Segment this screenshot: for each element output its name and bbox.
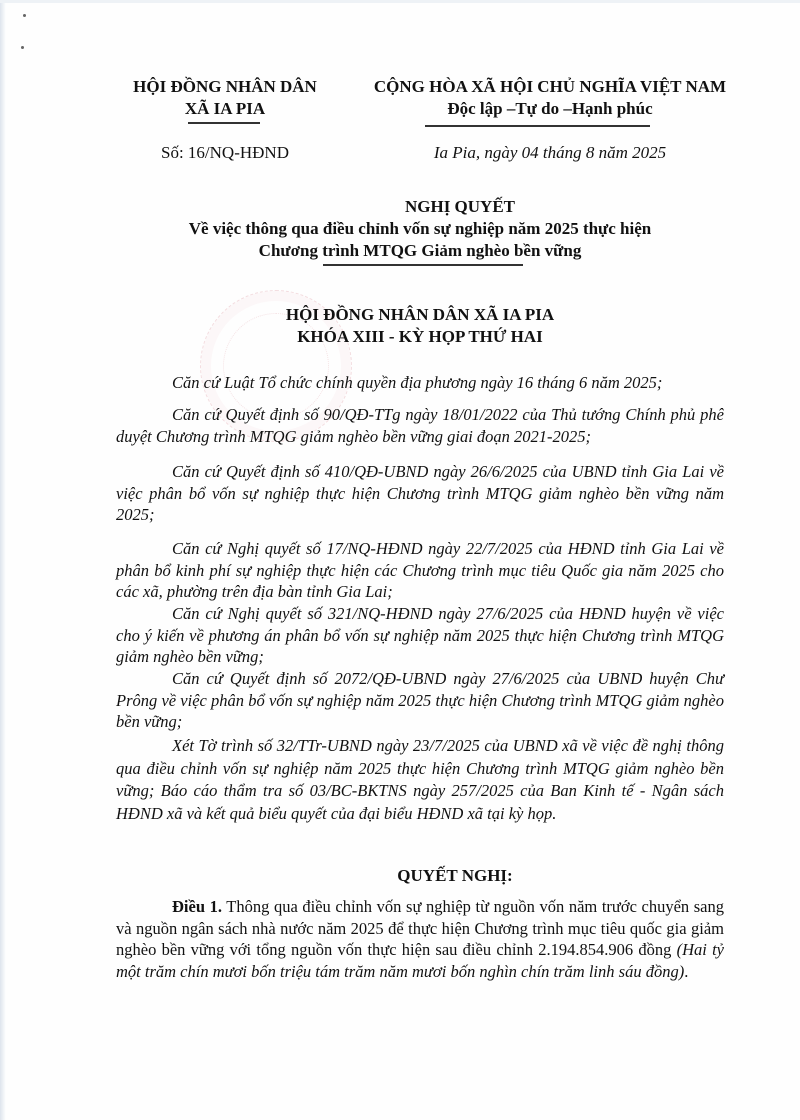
article-1-label: Điều 1. <box>172 897 222 916</box>
authority-line-2: XÃ IA PIA <box>184 99 266 118</box>
subject-line-2: Chương trình MTQG Giảm nghèo bền vững <box>258 241 582 260</box>
scan-speck <box>21 46 24 49</box>
authority-line-1: HỘI ĐỒNG NHÂN DÂN <box>133 77 317 96</box>
scan-speck <box>23 14 26 17</box>
article-1-text: Thông qua điều chỉnh vốn sự nghiệp từ nguồn vốn năm trước chuyển sang và nguồn ngân sách nhà nước năm 2025 để thực hiện Chương trình mục tiêu quốc gia giảm nghèo bền vững với tổng nguồn vốn thực hiện sau điều chỉnh 2.194.854.906 đồng <box>116 897 725 960</box>
legal-basis-item <box>116 735 724 825</box>
legal-basis-text: Căn cứ Nghị quyết số 17/NQ-HĐND ngày 22/7/2025 của HĐND tỉnh Gia Lai về phân bổ kinh phí sự nghiệp thực hiện các Chương trình mục tiêu Quốc gia năm 2025 cho các xã, phường trên địa bàn tỉnh Gia Lai; <box>116 539 724 601</box>
legal-basis-item <box>116 404 724 447</box>
legal-basis-text: Căn cứ Quyết định số 2072/QĐ-UBND ngày 27/6/2025 của UBND huyện Chư Prông về việc phân bổ vốn sự nghiệp năm 2025 thực hiện Chương trình MTQG giảm nghèo bền vững; <box>116 669 724 731</box>
national-motto: Độc lập –Tự do –Hạnh phúc <box>447 99 653 118</box>
council-name: HỘI ĐỒNG NHÂN DÂN XÃ IA PIA <box>285 305 555 324</box>
scan-edge <box>0 0 6 1120</box>
authority-underline <box>188 122 260 124</box>
council-block <box>100 304 740 348</box>
legal-basis-text: Căn cứ Quyết định số 410/QĐ-UBND ngày 26/6/2025 của UBND tỉnh Gia Lai về việc phân bổ vốn sự nghiệp thực hiện Chương trình MTQG giảm nghèo bền vững năm 2025; <box>116 462 724 524</box>
article-1 <box>116 896 724 983</box>
legal-basis-text: Căn cứ Nghị quyết số 321/NQ-HĐND ngày 27/6/2025 của HĐND huyện về việc cho ý kiến về phương án phân bổ vốn sự nghiệp năm 2025 thực hiện Chương trình MTQG giảm nghèo bền vững; <box>116 604 724 666</box>
motto-underline <box>425 125 650 127</box>
legal-basis-text: Xét Tờ trình số 32/TTr-UBND ngày 23/7/2025 của UBND xã về việc đề nghị thông qua điều chỉnh vốn sự nghiệp năm 2025 thực hiện Chương trình MTQG giảm nghèo bền vững; Báo cáo thẩm tra số 03/BC-BKTNS ngày 257/2025 của Ban Kinh tế - Ngân sách HĐND xã và kết quả biểu quyết của đại biểu HĐND xã tại kỳ họp. <box>116 736 724 823</box>
council-session: KHÓA XIII - KỲ HỌP THỨ HAI <box>297 327 543 346</box>
legal-basis-item <box>116 372 724 394</box>
legal-basis-item <box>116 538 724 603</box>
legal-basis-text: Căn cứ Luật Tổ chức chính quyền địa phương ngày 16 tháng 6 năm 2025; <box>172 373 663 392</box>
issuing-authority <box>100 76 350 120</box>
document-type: NGHỊ QUYẾT <box>404 197 516 216</box>
national-header <box>340 76 760 120</box>
subject-line-1: Về việc thông qua điều chỉnh vốn sự nghiệp năm 2025 thực hiện <box>188 219 652 238</box>
scan-edge-top <box>0 0 800 3</box>
article-1-amount-in-words: (Hai tỷ một trăm chín mươi bốn triệu tám trăm năm mươi bốn nghìn chín trăm linh sáu đồng) <box>116 940 724 982</box>
legal-basis-item <box>116 668 724 733</box>
decision-heading: QUYẾT NGHỊ: <box>397 866 513 885</box>
nation-name: CỘNG HÒA XÃ HỘI CHỦ NGHĨA VIỆT NAM <box>373 77 727 96</box>
legal-basis-item <box>116 461 724 526</box>
legal-basis-text: Căn cứ Quyết định số 90/QĐ-TTg ngày 18/01/2022 của Thủ tướng Chính phủ phê duyệt Chương trình MTQG giảm nghèo bền vững giai đoạn 2021-2025; <box>116 405 724 446</box>
place-and-date: Ia Pia, ngày 04 tháng 8 năm 2025 <box>433 143 667 162</box>
article-1-end: . <box>684 962 689 982</box>
document-number: Số: 16/NQ-HĐND <box>161 143 289 162</box>
legal-basis-item <box>116 603 724 668</box>
document-title <box>100 196 740 262</box>
title-underline <box>323 264 523 266</box>
